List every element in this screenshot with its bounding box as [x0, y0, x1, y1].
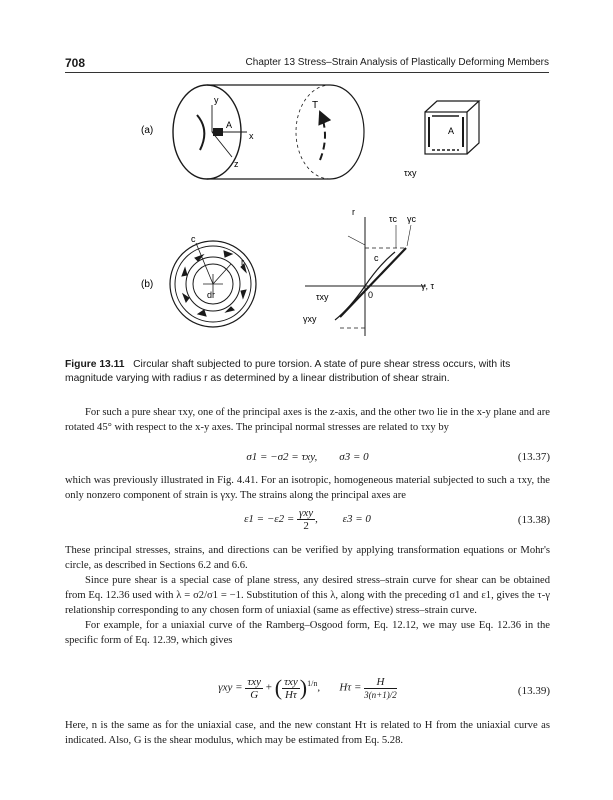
axis-x-label: x	[249, 131, 254, 141]
paragraph-6: Here, n is the same as for the uniaxial case, and the new constant Hτ is related to H from the uniaxial curve as indicated. Also, G is the shear modulus, which may be estimated from Eq. 5.28.	[65, 720, 550, 746]
eq2-lhs: ε1 = −ε2 =	[244, 513, 295, 526]
panel-b-label: (b)	[141, 279, 154, 290]
eq3-frac1	[245, 676, 263, 701]
section-c-label: c	[191, 234, 196, 244]
shaft-axes	[197, 105, 247, 157]
torque-arrow-icon	[320, 112, 325, 160]
running-header	[65, 56, 549, 73]
eq3-h-den: 3(n+1)/2	[364, 689, 397, 700]
paragraph-4: Since pure shear is a special case of plane stress, any desired stress–strain curve for shear can be obtained from Eq. 12.36 used with λ = σ2/σ1 = −1. Substitution of this λ, along with the preceding σ1 and ε1, gives the τ-γ relationship corresponding to any chosen form of uniaxial (same as effective) stress–strain curve.	[65, 575, 550, 616]
paragraph-3: These principal stresses, strains, and directions can be verified by applying transformation equations or Mohr's circle, as described in Sections 6.2 and 6.6.	[65, 545, 550, 571]
paragraph-2-block	[65, 473, 550, 503]
eq3-f1d: G	[250, 688, 259, 701]
paragraph-2: which was previously illustrated in Fig. 4.41. For an isotropic, homogeneous material subjected to such a τxy, the only nonzero component of strain is γxy. The strains along the principal axes are	[65, 475, 550, 501]
eq3-number: (13.39)	[517, 685, 550, 697]
equation-13-37	[65, 451, 550, 467]
eq3-f2d: Hτ	[284, 688, 297, 701]
element-a-label: A	[226, 120, 233, 130]
eq3-exponent: 1/n	[307, 678, 318, 688]
plot-c-label: c	[374, 253, 379, 263]
section-dr-label: dr	[207, 290, 216, 300]
section-r-label: r	[241, 257, 244, 267]
page-number: 708	[65, 56, 86, 70]
eq2-fraction	[297, 507, 315, 532]
paragraph-6-block	[65, 718, 550, 748]
eq3-h-lhs: Hτ =	[339, 681, 362, 694]
caption-label: Figure 13.11	[65, 359, 125, 370]
torque-label: T	[312, 100, 319, 111]
equation-13-39: γxy = $\frac{\text{τxy}}{G}$ + ( $\frac{\text{τxy}}{H\tau}$ )$^{1/n}$, Hτ = $\frac{H}{3(n+1)/2}$ (13.39)	[218, 675, 550, 701]
paragraph-3-block	[65, 543, 550, 648]
eq2-den: 2	[303, 520, 309, 532]
gamma-xy-label: γxy	[303, 314, 317, 324]
eq3-plus: +	[265, 681, 272, 694]
eq1-part2: σ3 = 0	[339, 451, 369, 463]
eq3-frac2	[282, 676, 300, 701]
eq2-part2: ε3 = 0	[342, 513, 371, 526]
axis-y-label: y	[214, 95, 219, 105]
figure-caption	[65, 358, 550, 386]
eq3-lhs: γxy =	[218, 681, 243, 694]
chapter-title: Chapter 13 Stress–Strain Analysis of Plastically Deforming Members	[245, 57, 549, 68]
eq2-number: (13.38)	[517, 514, 550, 526]
gamma-tau-axis-label: γ, τ	[421, 281, 435, 291]
gamma-c-label: γc	[407, 214, 416, 224]
tau-c-label: τc	[389, 214, 398, 224]
figure-13-11	[0, 80, 613, 350]
eq3-comma: ,	[317, 681, 321, 694]
eq2-comma: ,	[315, 513, 318, 526]
shaft-cylinder	[173, 85, 364, 179]
shear-arrows-ring	[182, 251, 246, 316]
eq3-h-num: H	[364, 676, 397, 689]
eq1-part1: σ1 = −σ2 = τxy,	[246, 451, 318, 463]
plot-r-axis-label: r	[352, 207, 355, 217]
cube-tau-label: τxy	[404, 168, 417, 178]
paragraph-5: For example, for a uniaxial curve of the Ramberg–Osgood form, Eq. 12.12, we may use Eq. 12.36 in the specific form of Eq. 12.39, which gives	[65, 620, 550, 646]
eq3-f2n: τxy	[284, 675, 298, 688]
eq3-frac3	[364, 676, 397, 701]
panel-a-label: (a)	[141, 125, 154, 136]
axis-z-label: z	[234, 159, 239, 169]
strain-stress-plot	[305, 217, 426, 336]
shaft-cross-section	[170, 241, 256, 327]
cube-a-label: A	[448, 126, 455, 136]
eq1-number: (13.37)	[517, 451, 550, 463]
paragraph-1: For such a pure shear τxy, one of the principal axes is the z-axis, and the other two lie in the x-y plane and are rotated 45° with respect to the x-y axes. The principal normal stresses are related to τxy by	[65, 407, 550, 433]
eq3-f1n: τxy	[247, 675, 262, 688]
tau-xy-label: τxy	[316, 292, 329, 302]
origin-label: 0	[368, 290, 374, 300]
equation-13-38	[65, 507, 550, 535]
eq2-num: γxy	[299, 507, 314, 519]
paragraph-1-block	[65, 405, 550, 435]
caption-text: Circular shaft subjected to pure torsion. A state of pure shear stress occurs, with its magnitude varying with radius r as determined by a linear distribution of shear strain.	[65, 359, 511, 384]
